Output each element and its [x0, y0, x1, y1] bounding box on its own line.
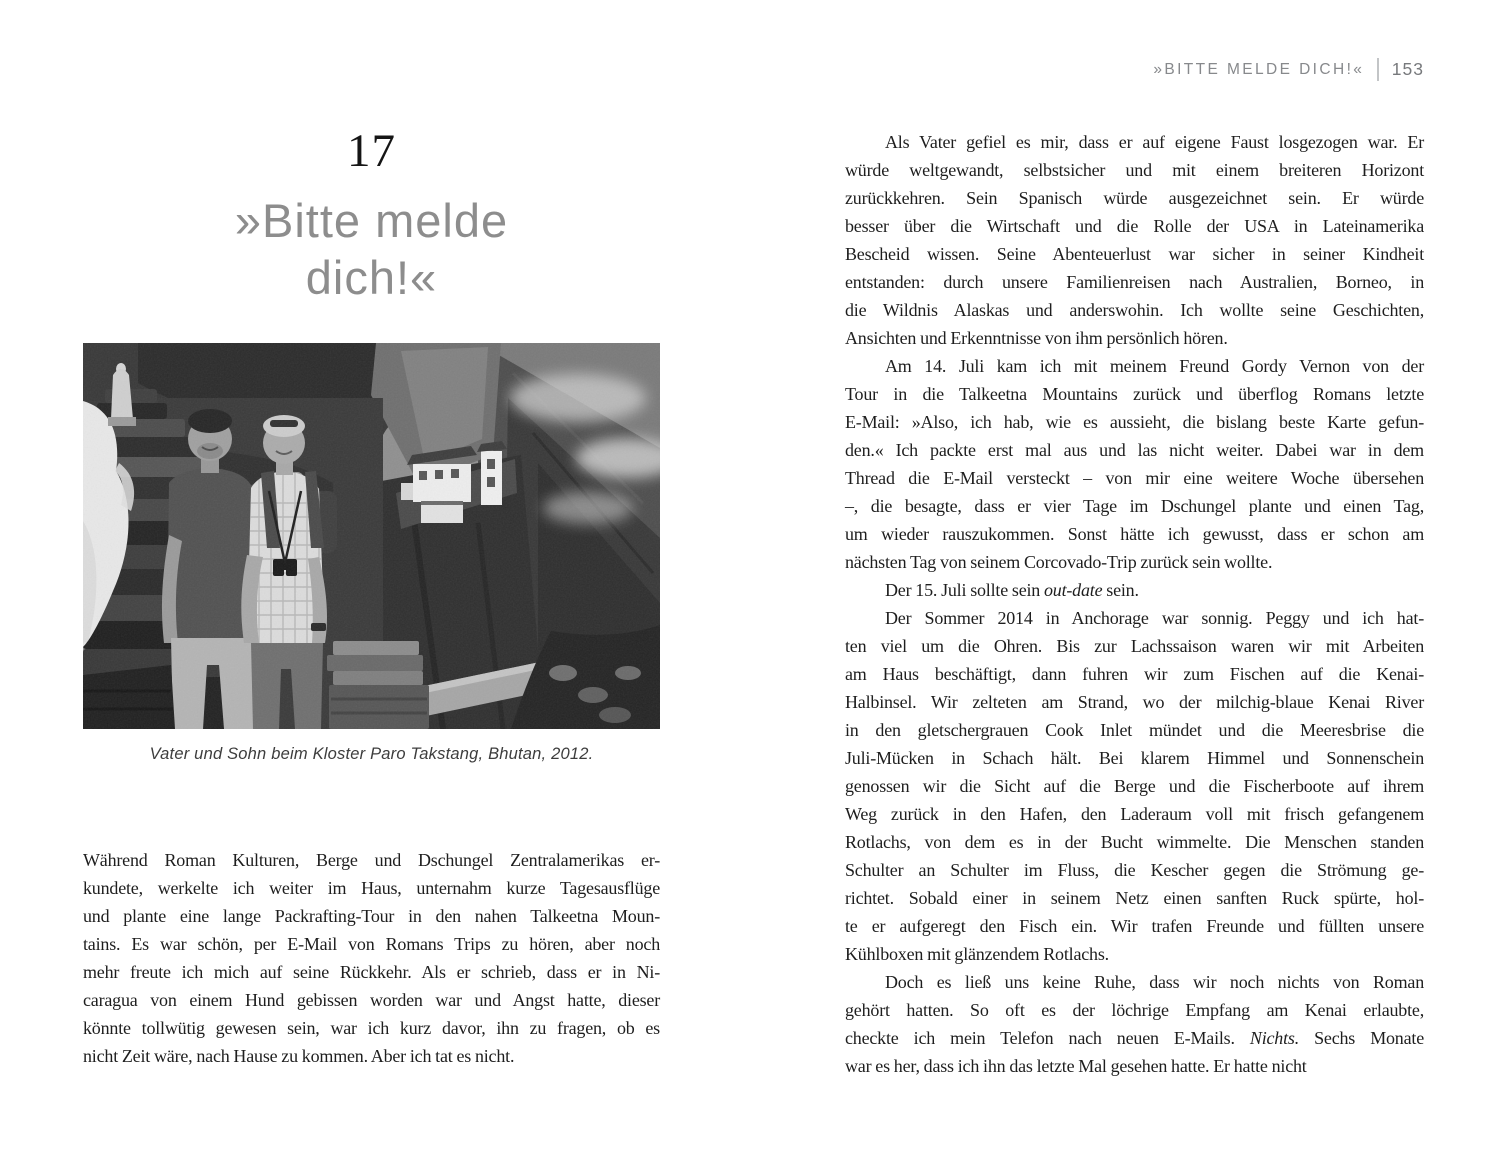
text-line: kundete, werkelte ich weiter im Haus, unternahm kurze Tagesausflüge: [83, 878, 660, 898]
right-body-text: [845, 128, 1424, 1080]
text-line: und plante eine lange Packrafting-Tour in den nahen Talkeetna Moun-: [83, 906, 660, 926]
text-line: E-Mail: »Also, ich hab, wie es aussieht, die bislang beste Karte gefun-: [845, 412, 1424, 432]
running-header: [845, 58, 1424, 81]
text-line: checkte ich mein Telefon nach neuen E-Mails. Nichts. Sechs Monate: [845, 1028, 1424, 1048]
left-page: [83, 0, 660, 1167]
text-line: entstanden: durch unsere Familienreisen nach Australien, Borneo, in: [845, 272, 1424, 292]
text-line: Juli-Mücken in Schach hält. Bei klarem Himmel und Sonnenschein: [845, 748, 1424, 768]
text-line: würde weltgewandt, selbstsicher und mit einem breiteren Horizont: [845, 160, 1424, 180]
text-line: Doch es ließ uns keine Ruhe, dass wir noch nichts von Roman: [885, 972, 1424, 992]
text-line: te er aufgeregt den Fisch ein. Wir trafen Freunde und füllten unsere: [845, 916, 1424, 936]
right-page: [845, 0, 1424, 1167]
text-line: besser über die Wirtschaft und die Rolle der USA in Lateinamerika: [845, 216, 1424, 236]
chapter-photo: [83, 343, 660, 764]
text-line: genossen wir die Sicht auf die Berge und die Fischerboote auf ihrem: [845, 776, 1424, 796]
text-line: nicht Zeit wäre, nach Hause zu kommen. Aber ich tat es nicht.: [83, 1046, 515, 1066]
chapter-number: 17: [347, 125, 396, 177]
text-line: Der Sommer 2014 in Anchorage war sonnig. Peggy und ich hat-: [885, 608, 1424, 628]
text-line: Ansichten und Erkenntnisse von ihm persönlich hören.: [845, 328, 1228, 348]
text-line: Rotlachs, von dem es in der Bucht wimmelte. Die Menschen standen: [845, 832, 1424, 852]
header-divider: [1377, 58, 1379, 81]
text-line: Tour in die Talkeetna Mountains zurück und überflog Romans letzte: [845, 384, 1424, 404]
text-line: richtet. Sobald einer in seinem Netz einen sanften Ruck spürte, hol-: [845, 888, 1424, 908]
text-line: –, die besagte, dass er vier Tage im Dschungel plante und einen Tag,: [845, 496, 1424, 516]
chapter-title-line-1: »Bitte melde: [234, 194, 509, 247]
text-line: caragua von einem Hund gebissen worden war und Angst hatte, dieser: [83, 990, 660, 1010]
text-line: die Wildnis Alaskas und anderswohin. Ich wollte seine Geschichten,: [845, 300, 1424, 320]
text-line: Weg zurück in den Hafen, den Laderaum voll mit frisch gefangenem: [845, 804, 1424, 824]
text-line: um wieder rauszukommen. Sonst hätte ich gewusst, dass er schon am: [845, 524, 1424, 544]
text-line: gehört hatten. So oft es der löchrige Empfang am Kenai erlaubte,: [845, 1000, 1424, 1020]
text-line: könnte tollwütig gewesen sein, war ich kurz davor, ihn zu fragen, ob es: [83, 1018, 660, 1038]
chapter-title: [83, 192, 660, 306]
text-line: mehr freute ich mich auf seine Rückkehr. Als er schrieb, dass er in Ni-: [83, 962, 660, 982]
text-line: Thread die E-Mail versteckt – von mir eine weitere Woche übersehen: [845, 468, 1424, 488]
page-number: 153: [1391, 59, 1424, 79]
text-line: Bescheid wissen. Seine Abenteuerlust war sicher in seiner Kindheit: [845, 244, 1424, 264]
photo-caption: Vater und Sohn beim Kloster Paro Takstang, Bhutan, 2012.: [149, 745, 594, 763]
text-line: Halbinsel. Wir zelteten am Strand, wo der milchig-blaue Kenai River: [845, 692, 1424, 712]
running-header-title: »BITTE MELDE DICH!«: [1153, 60, 1365, 78]
left-body-text: [83, 846, 660, 1070]
text-line: ten viel um die Ohren. Bis zur Lachssaison waren wir mit Arbeiten: [845, 636, 1424, 656]
text-line: am Haus beschäftigt, dann fuhren wir zum Fischen auf die Kenai-: [845, 664, 1424, 684]
text-line: Der 15. Juli sollte sein out-date sein.: [885, 580, 1139, 600]
text-line: nächsten Tag von seinem Corcovado-Trip zurück sein wollte.: [845, 552, 1273, 572]
text-line: war es her, dass ich ihn das letzte Mal gesehen hatte. Er hatte nicht: [845, 1056, 1307, 1076]
text-line: Am 14. Juli kam ich mit meinem Freund Gordy Vernon von der: [885, 356, 1424, 376]
text-line: tains. Es war schön, per E-Mail von Romans Trips zu hören, aber noch: [83, 934, 660, 954]
text-line: zurückkehren. Sein Spanisch würde ausgezeichnet sein. Er würde: [845, 188, 1424, 208]
photo-illustration: [83, 343, 660, 729]
text-line: Kühlboxen mit glänzendem Rotlachs.: [845, 944, 1109, 964]
chapter-title-line-2: dich!«: [305, 251, 438, 304]
text-line: Als Vater gefiel es mir, dass er auf eigene Faust losgezogen war. Er: [885, 132, 1424, 152]
text-line: den.« Ich packte erst mal aus und las nicht weiter. Dabei war in dem: [845, 440, 1424, 460]
text-line: Während Roman Kulturen, Berge und Dschungel Zentralamerikas er-: [83, 850, 660, 870]
text-line: in den gletschergrauen Cook Inlet mündet und die Meeresbrise die: [845, 720, 1424, 740]
text-line: Schulter an Schulter im Fluss, die Kescher gegen die Strömung ge-: [845, 860, 1424, 880]
